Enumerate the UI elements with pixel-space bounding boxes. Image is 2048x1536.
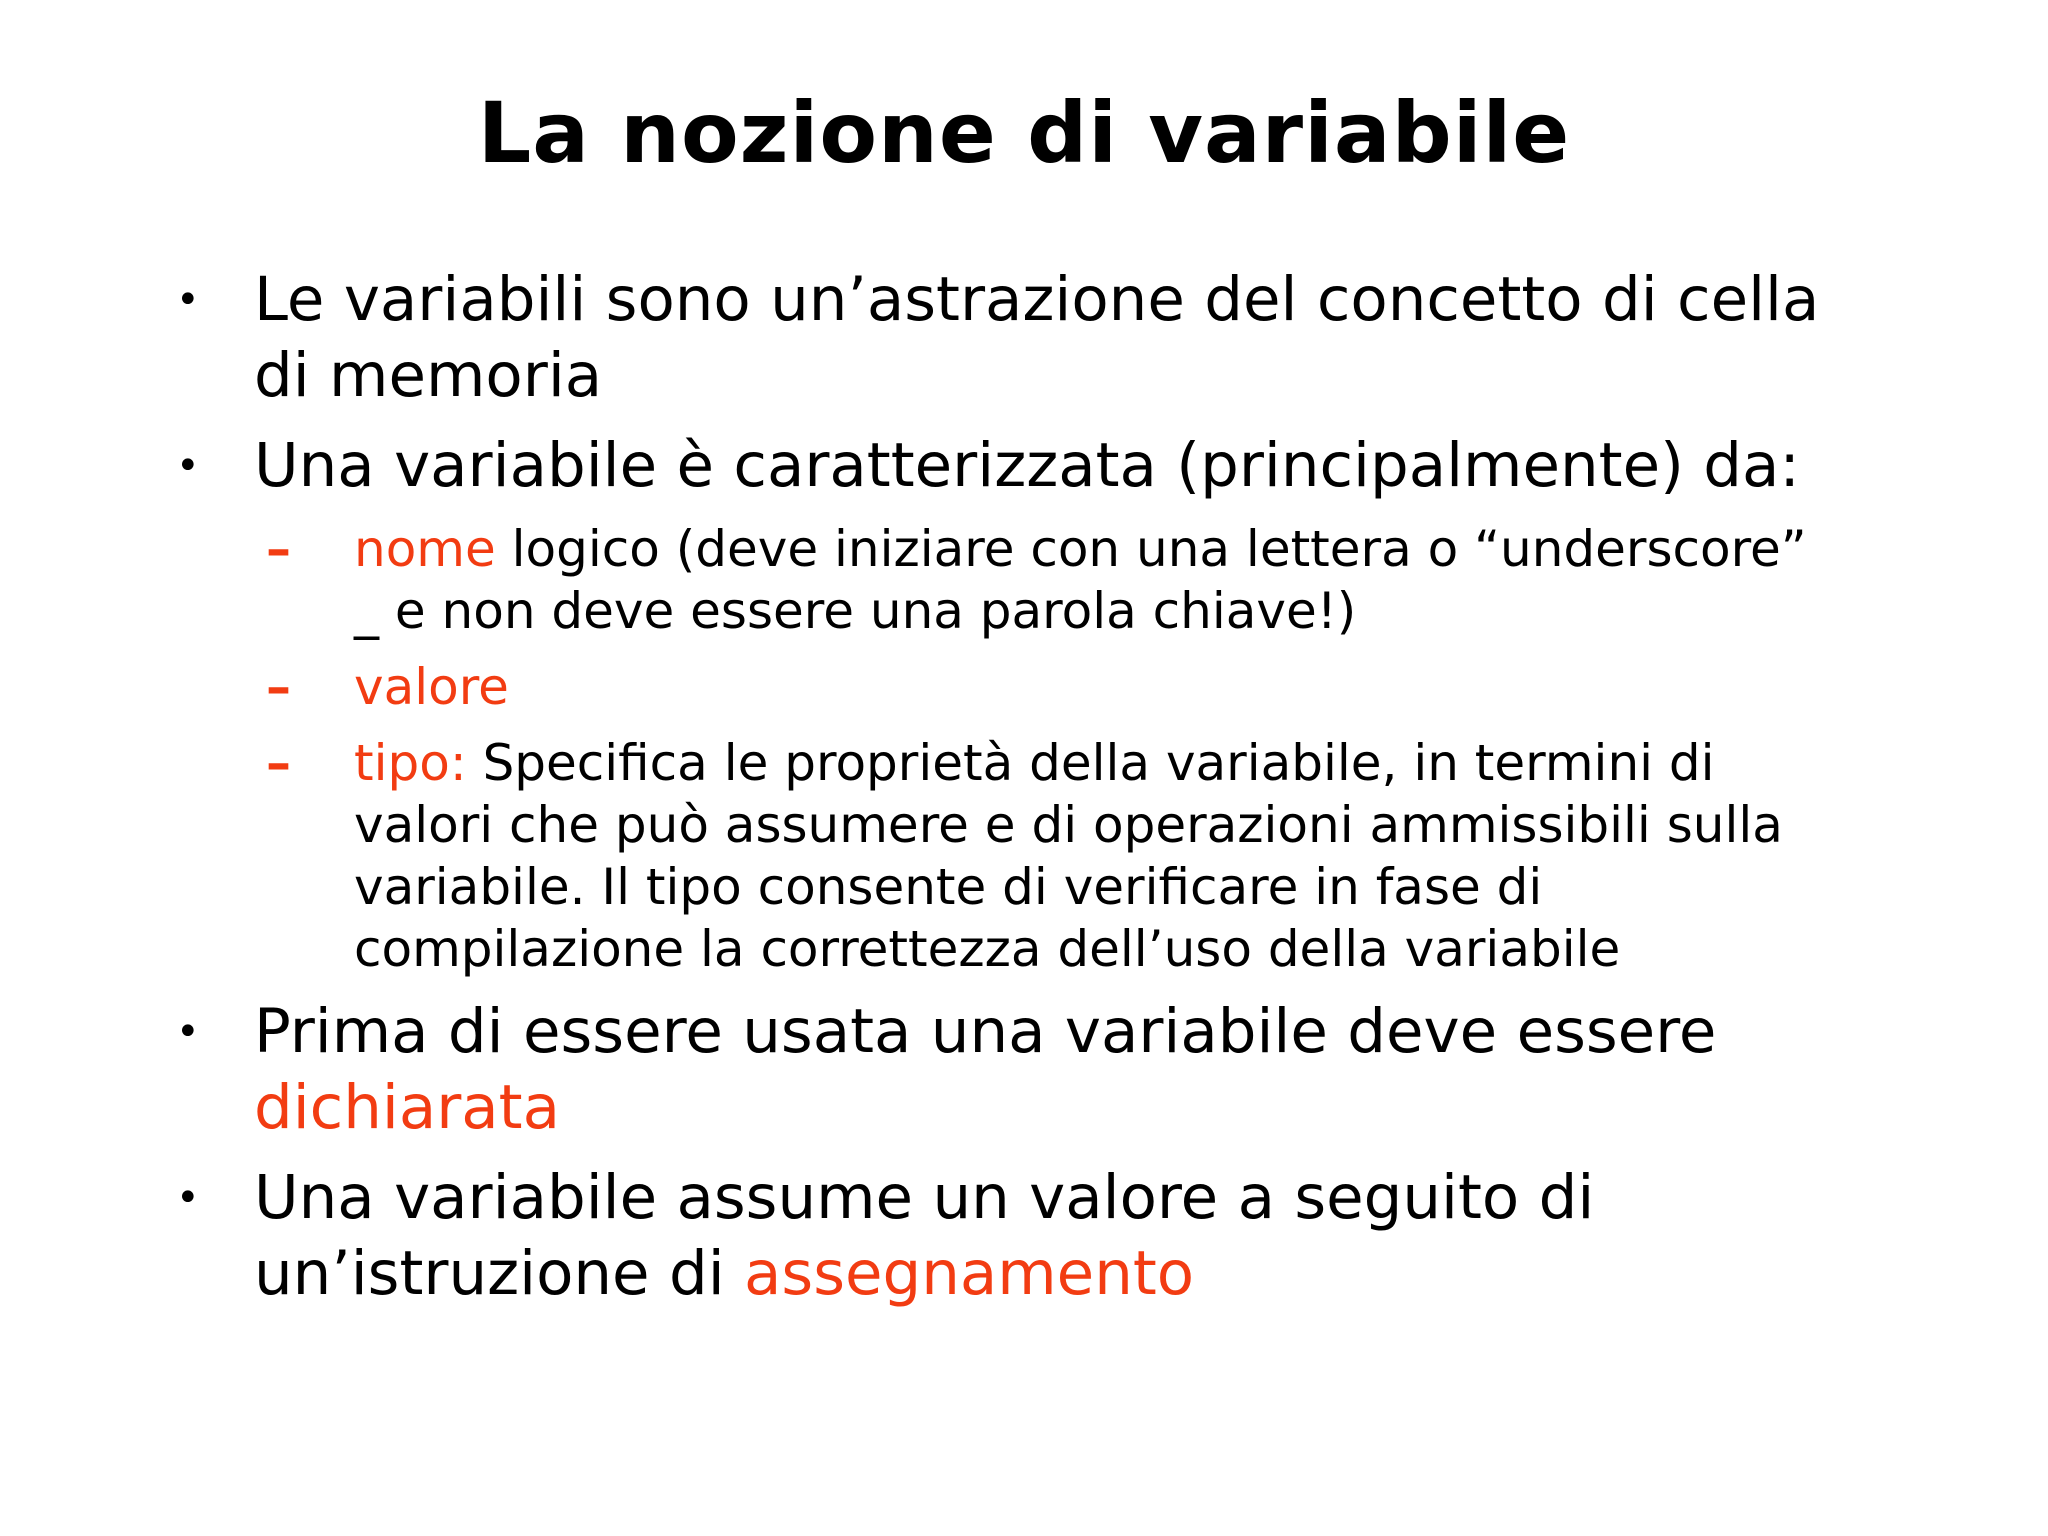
bullet-item-3 bbox=[176, 994, 1836, 1146]
sub-item-keyword: valore bbox=[354, 658, 509, 716]
bullet-text: Una variabile è caratterizzata (principalmente) da: bbox=[254, 430, 1800, 501]
sub-item-nome bbox=[266, 518, 1836, 642]
bullet-keyword: dichiarata bbox=[254, 1072, 560, 1143]
bullet-icon: • bbox=[176, 277, 200, 323]
bullet-text: Una variabile assume un valore a seguito di un’istruzione di bbox=[254, 1162, 1595, 1309]
dash-icon: – bbox=[266, 734, 291, 792]
bullet-item-4 bbox=[176, 1160, 1836, 1312]
bullet-icon: • bbox=[176, 1009, 200, 1055]
bullet-item-2 bbox=[176, 428, 1836, 504]
sub-item-keyword: nome bbox=[354, 520, 496, 578]
sub-item-valore bbox=[266, 656, 1836, 718]
sub-item-text: Specifica le proprietà della variabile, in termini di valori che può assumere e di operazioni ammissibili sulla variabile. Il tipo consente di verificare in fase di compilazione la correttezza dell’uso della variabile bbox=[354, 734, 1783, 978]
bullet-icon: • bbox=[176, 443, 200, 489]
dash-icon: – bbox=[266, 658, 291, 716]
sub-item-tipo bbox=[266, 732, 1836, 980]
dash-icon: – bbox=[266, 520, 291, 578]
sub-item-text: logico (deve iniziare con una lettera o “underscore” _ e non deve essere una parola chiave!) bbox=[354, 520, 1807, 640]
bullet-keyword: assegnamento bbox=[744, 1238, 1195, 1309]
slide-title: La nozione di variabile bbox=[477, 84, 1571, 182]
bullet-text: Prima di essere usata una variabile deve essere bbox=[254, 996, 1717, 1067]
bullet-item-1 bbox=[176, 262, 1836, 414]
sub-list bbox=[176, 518, 1836, 980]
sub-item-keyword: tipo: bbox=[354, 734, 467, 792]
bullet-text: Le variabili sono un’astrazione del concetto di cella di memoria bbox=[254, 264, 1820, 411]
bullet-icon: • bbox=[176, 1175, 200, 1221]
bullet-list bbox=[176, 262, 1836, 1326]
